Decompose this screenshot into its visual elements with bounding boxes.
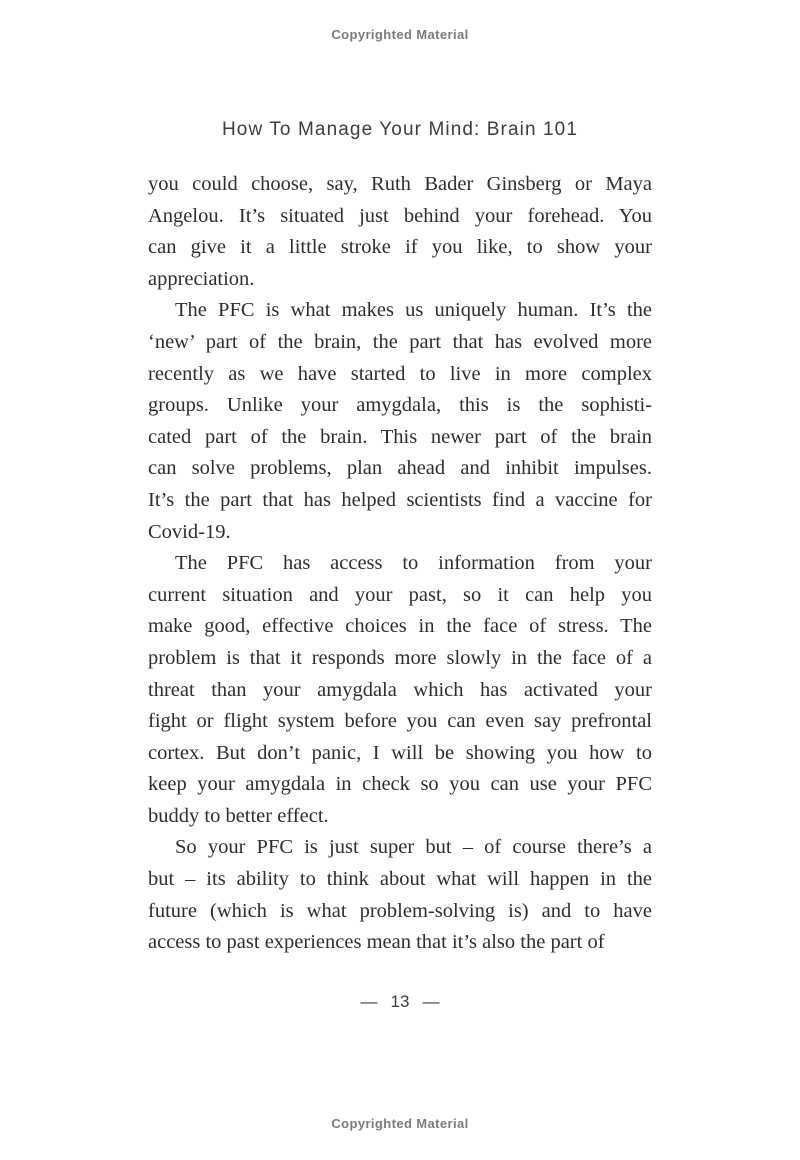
text-line: you could choose, say, Ruth Bader Ginsberg or Maya [148, 173, 652, 195]
page-number-dash-left: — [360, 991, 378, 1011]
text-line: Covid-19. [148, 520, 231, 543]
page-number [0, 991, 800, 1013]
text-line: cated part of the brain. This newer part of the brain [148, 425, 652, 448]
bottom-copyright-notice: Copyrighted Material [331, 1116, 469, 1131]
text-line: buddy to better effect. [148, 804, 329, 827]
page-number-dash-right: — [422, 991, 440, 1011]
text-line: It’s the part that has helped scientists find a vaccine for [148, 488, 652, 511]
text-line: threat than your amygdala which has activated your [148, 678, 652, 701]
text-line: fight or flight system before you can even say prefrontal [148, 710, 652, 733]
text-line: make good, effective choices in the face of stress. The [148, 615, 652, 638]
text-line: problem is that it responds more slowly in the face of a [148, 646, 652, 669]
text-line: cortex. But don’t panic, I will be showing you how to [148, 741, 652, 764]
text-line: can solve problems, plan ahead and inhibit impulses. [148, 457, 652, 480]
text-line: future (which is what problem-solving is) and to have [148, 899, 652, 922]
text-line: but – its ability to think about what will happen in the [148, 868, 652, 891]
text-line: So your PFC is just super but – of course there’s a [175, 836, 652, 859]
text-line: current situation and your past, so it can help you [148, 583, 652, 606]
text-line: keep your amygdala in check so you can use your PFC [148, 773, 652, 796]
text-line: recently as we have started to live in more complex [148, 362, 652, 385]
page-number-value: 13 [390, 991, 410, 1011]
text-line: appreciation. [148, 267, 255, 290]
text-line: access to past experiences mean that it’s also the part of [148, 931, 605, 954]
text-line: groups. Unlike your amygdala, this is the sophisti- [148, 394, 652, 417]
text-line: The PFC is what makes us uniquely human. It’s the [175, 299, 652, 322]
chapter-title: How To Manage Your Mind: Brain 101 [221, 119, 579, 140]
text-line: The PFC has access to information from your [175, 552, 652, 575]
body-text [148, 169, 652, 959]
text-line: ‘new’ part of the brain, the part that has evolved more [148, 330, 652, 353]
text-line: can give it a little stroke if you like, to show your [148, 236, 652, 259]
text-line: Angelou. It’s situated just behind your forehead. You [148, 204, 652, 227]
top-copyright-notice: Copyrighted Material [331, 27, 469, 42]
